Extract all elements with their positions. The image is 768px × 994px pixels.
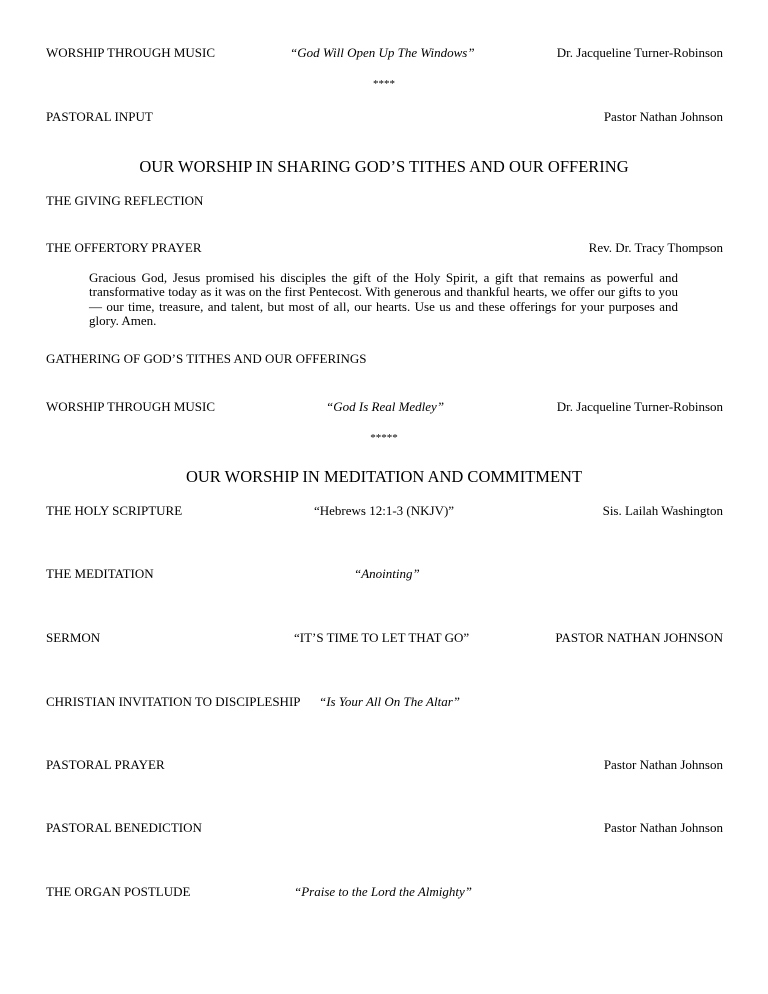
program-row-gathering-tithes — [46, 350, 723, 368]
program-item-leader: Dr. Jacqueline Turner-Robinson — [556, 45, 723, 60]
program-item-label: WORSHIP THROUGH MUSIC — [46, 399, 216, 414]
program-item-leader: Sis. Lailah Washington — [602, 503, 723, 518]
program-row-christian-invitation — [46, 693, 723, 711]
program-item-leader: Pastor Nathan Johnson — [603, 109, 723, 124]
program-item-label: PASTORAL INPUT — [46, 109, 153, 124]
program-row-offertory-prayer — [46, 239, 723, 257]
program-row-meditation — [46, 565, 723, 583]
program-item-title: “Is Your All On The Altar” — [319, 694, 461, 709]
section-heading-meditation: OUR WORSHIP IN MEDITATION AND COMMITMENT — [185, 467, 583, 486]
program-item-label: WORSHIP THROUGH MUSIC — [46, 45, 216, 60]
program-item-title: “IT’S TIME TO LET THAT GO” — [294, 630, 470, 645]
program-row-worship-music-1 — [46, 44, 723, 62]
program-row-worship-music-2 — [46, 398, 723, 416]
program-row-pastoral-prayer — [46, 756, 723, 774]
program-row-organ-postlude — [46, 883, 723, 901]
program-row-giving-reflection — [46, 192, 723, 210]
program-row-sermon — [46, 629, 723, 647]
program-item-label: THE MEDITATION — [46, 566, 154, 581]
program-row-pastoral-input — [46, 108, 723, 126]
program-item-label: THE OFFERTORY PRAYER — [46, 240, 202, 255]
program-item-title: “Anointing” — [354, 566, 420, 581]
program-item-leader: Pastor Nathan Johnson — [603, 820, 723, 835]
program-item-label: THE ORGAN POSTLUDE — [46, 884, 191, 899]
program-item-label: THE GIVING REFLECTION — [46, 193, 204, 208]
program-item-label: GATHERING OF GOD’S TITHES AND OUR OFFERINGS — [46, 351, 367, 366]
program-row-pastoral-benediction — [46, 819, 723, 837]
program-item-label: PASTORAL BENEDICTION — [46, 820, 202, 835]
program-item-title: “Praise to the Lord the Almighty” — [294, 884, 473, 899]
section-separator: ***** — [370, 432, 398, 444]
program-item-leader: Rev. Dr. Tracy Thompson — [588, 240, 723, 255]
program-item-leader: Dr. Jacqueline Turner-Robinson — [556, 399, 723, 414]
program-item-leader: PASTOR NATHAN JOHNSON — [555, 630, 723, 645]
program-item-title: “Hebrews 12:1-3 (NKJV)” — [314, 503, 455, 518]
program-row-holy-scripture — [46, 502, 723, 520]
program-item-label: PASTORAL PRAYER — [46, 757, 165, 772]
section-separator: **** — [373, 78, 395, 90]
section-heading-tithes: OUR WORSHIP IN SHARING GOD’S TITHES AND OUR OFFERING — [139, 157, 629, 176]
offertory-prayer-text: Gracious God, Jesus promised his disciples the gift of the Holy Spirit, a gift that remains as powerful and transformative today as it was on the first Pentecost. With generous and thankful hearts, we offer our gifts to you — our time, treasure, and talent, but most of all, our hearts. Use us and these offerings for your purposes and glory. Amen. — [89, 270, 678, 329]
program-item-label: SERMON — [46, 630, 101, 645]
program-item-label: CHRISTIAN INVITATION TO DISCIPLESHIP — [46, 694, 301, 709]
program-item-title: “God Is Real Medley” — [326, 399, 445, 414]
program-item-leader: Pastor Nathan Johnson — [603, 757, 723, 772]
program-item-label: THE HOLY SCRIPTURE — [46, 503, 183, 518]
program-item-title: “God Will Open Up The Windows” — [290, 45, 475, 60]
